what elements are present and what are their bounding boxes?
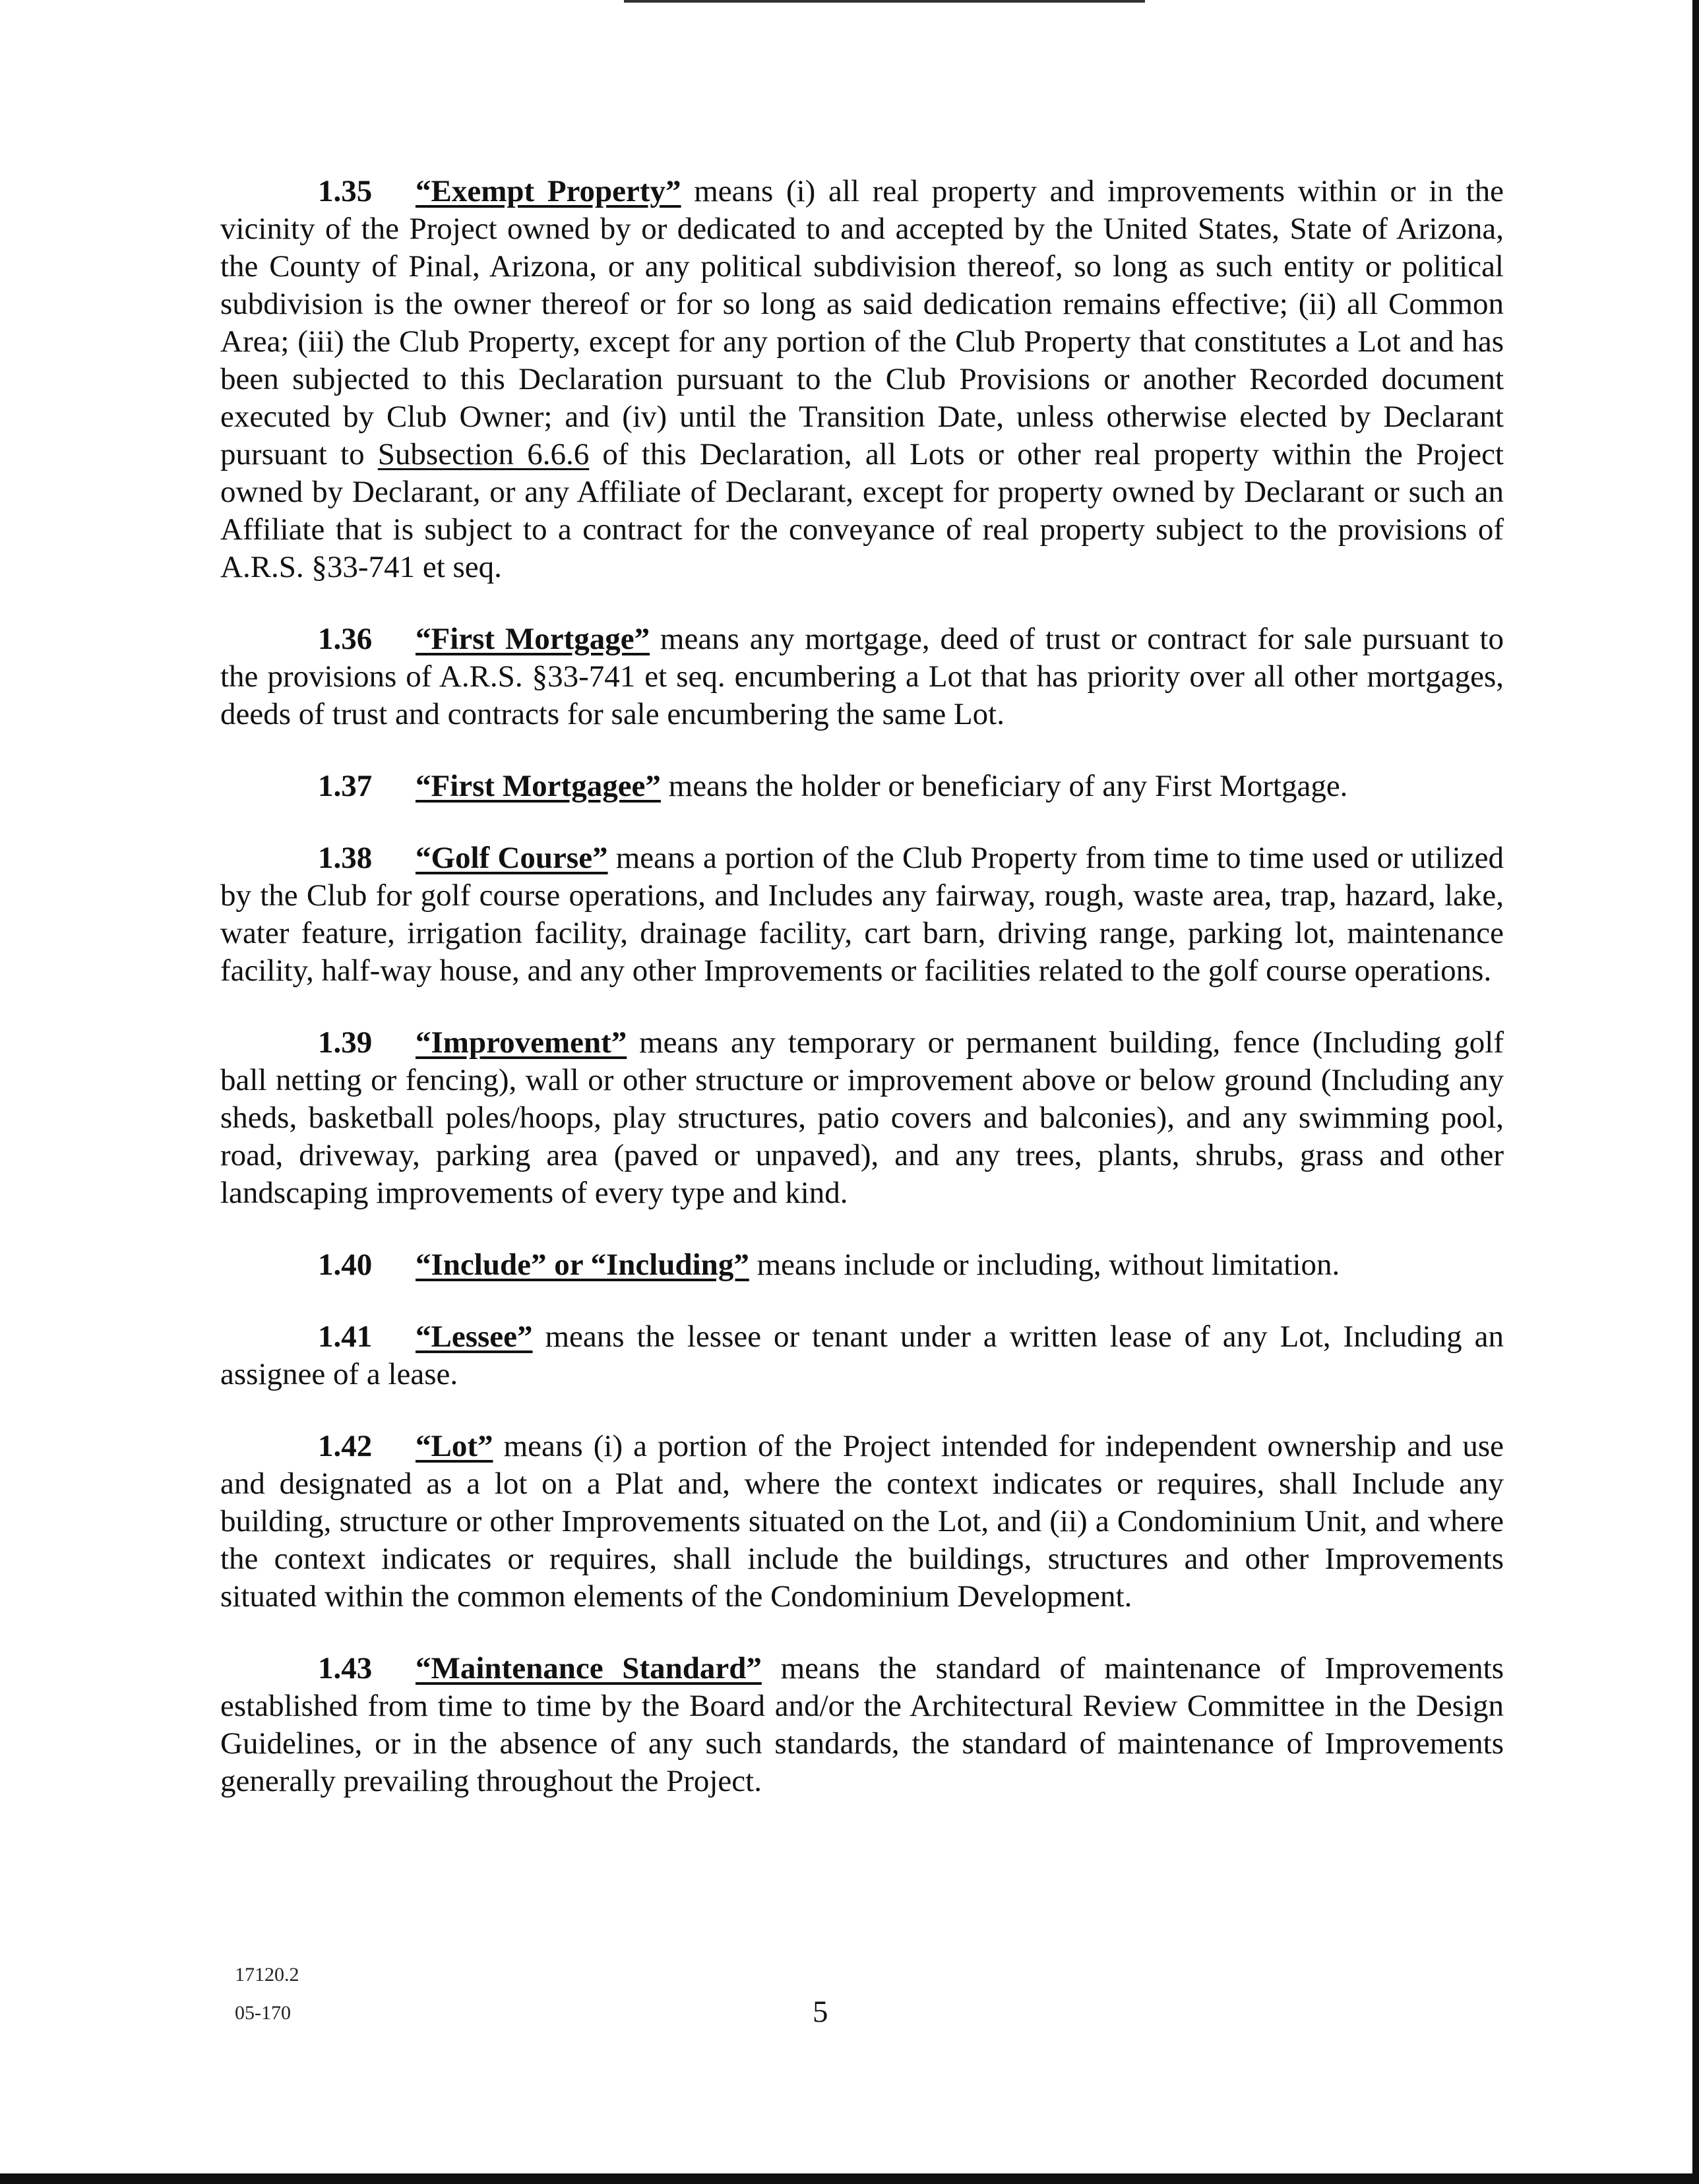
definition-1-42 [220, 1428, 1504, 1616]
definition-text: means include or including, without limitation. [749, 1248, 1340, 1282]
section-number: 1.35 [318, 174, 373, 208]
definition-1-43 [220, 1650, 1504, 1800]
section-number: 1.43 [318, 1651, 373, 1685]
cross-reference: Subsection 6.6.6 [377, 437, 590, 471]
definition-1-37 [220, 768, 1504, 805]
defined-term: “First Mortgage” [416, 622, 650, 656]
definition-1-41 [220, 1318, 1504, 1393]
definition-text: means the standard of maintenance of Improvements established from time to time by the Board and/or the Architectural Review Committee in the Design Guidelines, or in the absence of any such standards, the standard of maintenance of Improvements generally prevailing throughout the Project. [220, 1651, 1504, 1798]
defined-term: “Include” or “Including” [416, 1248, 749, 1282]
definition-text: means (i) a portion of the Project intended for independent ownership and use and designated as a lot on a Plat and, where the context indicates or requires, shall Include any building, structure or other Improvements situated on the Lot, and (ii) a Condominium Unit, and where the context indicates or requires, shall include the buildings, structures and other Improvements situated within the common elements of the Condominium Development. [220, 1429, 1504, 1614]
definition-text: means any temporary or permanent building, fence (Including golf ball netting or fencing), wall or other structure or improvement above or below ground (Including any sheds, basketball poles/hoops, play structures, patio covers and balconies), and any swimming pool, road, driveway, parking area (paved or unpaved), and any trees, plants, shrubs, grass and other landscaping improvements of every type and kind. [220, 1025, 1504, 1210]
document-id-line2: 05-170 [235, 2002, 291, 2024]
definition-text: means any mortgage, deed of trust or contract for sale pursuant to the provisions of A.R.S. §33-741 et seq. encumbering a Lot that has priority over all other mortgages, deeds of trust and contracts for sale encumbering the same Lot. [220, 622, 1504, 731]
section-number: 1.37 [318, 769, 373, 803]
scan-border-right [1692, 0, 1699, 2184]
defined-term: “First Mortgagee” [416, 769, 661, 803]
definition-1-36 [220, 621, 1504, 733]
scan-border-bottom [0, 2173, 1699, 2184]
defined-term: “Improvement” [416, 1025, 627, 1060]
definition-1-40 [220, 1246, 1504, 1284]
definition-text: means (i) all real property and improvements within or in the vicinity of the Project owned by or dedicated to and accepted by the United States, State of Arizona, the County of Pinal, Arizona, or any political subdivision thereof, so long as such entity or political subdivision is the owner thereof or for so long as said dedication remains effective; (ii) all Common Area; (iii) the Club Property, except for any portion of the Club Property that constitutes a Lot and has been subjected to this Declaration pursuant to the Club Provisions or another Recorded document executed by Club Owner; and (iv) until the Transition Date, unless otherwise elected by Declarant pursuant to [220, 174, 1504, 471]
definition-text: means a portion of the Club Property from time to time used or utilized by the Club for golf course operations, and Includes any fairway, rough, waste area, trap, hazard, lake, water feature, irrigation facility, drainage facility, cart barn, driving range, parking lot, maintenance facility, half-way house, and any other Improvements or facilities related to the golf course operations. [220, 841, 1504, 988]
section-number: 1.38 [318, 841, 373, 875]
section-number: 1.42 [318, 1429, 373, 1463]
document-body [220, 173, 1504, 1835]
document-id-line1: 17120.2 [235, 1964, 299, 1986]
page-number: 5 [813, 1995, 828, 2029]
top-rule [624, 0, 1145, 3]
definition-1-35 [220, 173, 1504, 586]
definition-1-38 [220, 839, 1504, 990]
section-number: 1.39 [318, 1025, 373, 1060]
definition-1-39 [220, 1024, 1504, 1212]
defined-term: “Maintenance Standard” [416, 1651, 762, 1685]
definition-text: means the lessee or tenant under a written lease of any Lot, Including an assignee of a lease. [220, 1320, 1504, 1391]
definition-text: means the holder or beneficiary of any First Mortgage. [660, 769, 1348, 803]
section-number: 1.36 [318, 622, 373, 656]
defined-term: “Lot” [416, 1429, 493, 1463]
defined-term: “Golf Course” [416, 841, 608, 875]
defined-term: “Exempt Property” [416, 174, 681, 208]
section-number: 1.41 [318, 1320, 373, 1354]
defined-term: “Lessee” [416, 1320, 533, 1354]
section-number: 1.40 [318, 1248, 373, 1282]
definition-text: of this Declaration, all Lots or other real property within the Project owned by Declarant, or any Affiliate of Declarant, except for property owned by Declarant or such an Affiliate that is subject to a contract for the conveyance of real property subject to the provisions of A.R.S. §33-741 et seq. [220, 437, 1504, 584]
